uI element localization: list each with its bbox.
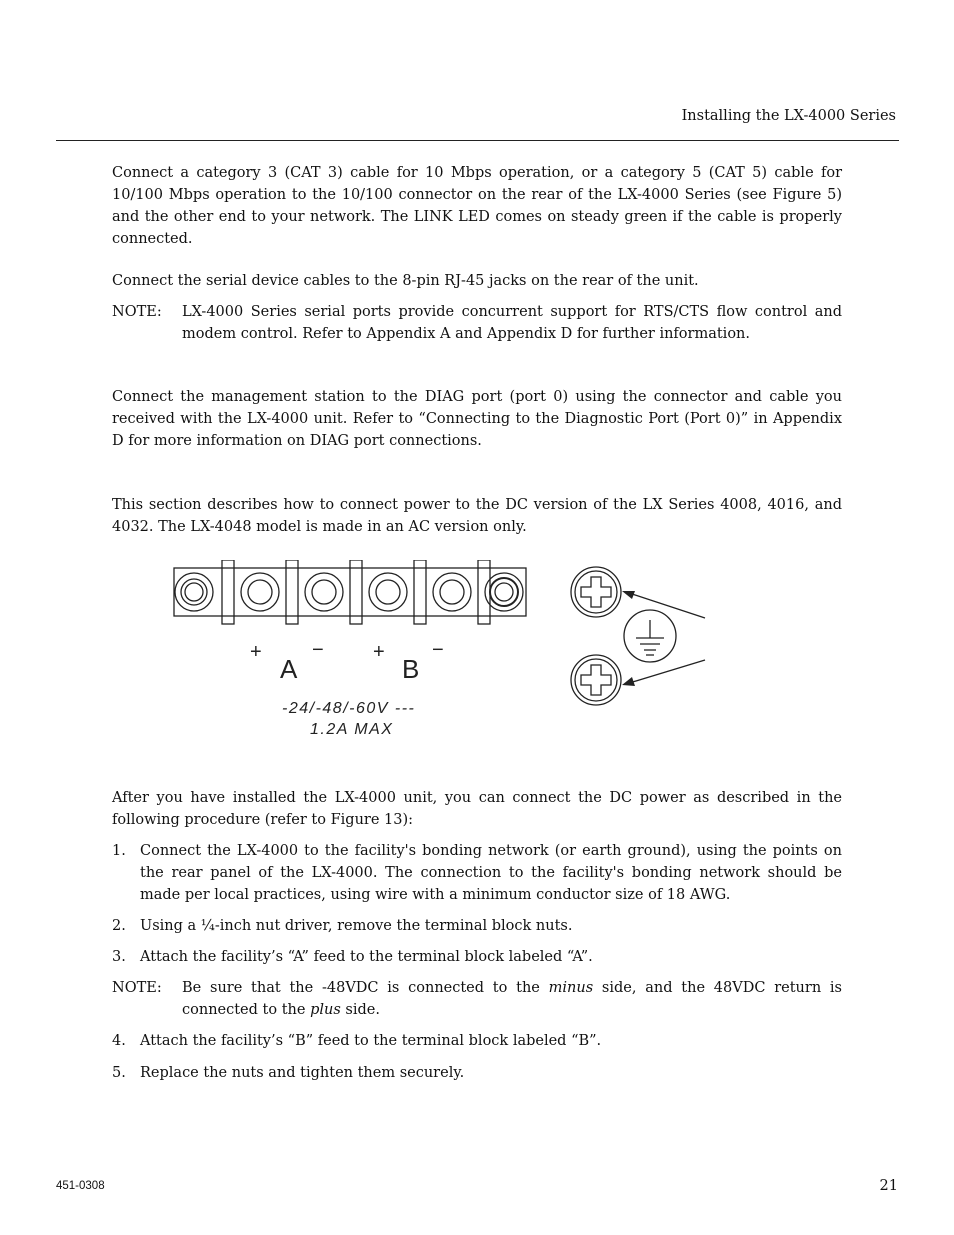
terminal-block-drawing xyxy=(170,560,730,750)
separator xyxy=(478,560,490,624)
separator xyxy=(286,560,298,624)
note-text xyxy=(182,977,842,1021)
document-number: 451-0308 xyxy=(56,1180,105,1192)
step-text: Replace the nuts and tighten them securely. xyxy=(140,1065,465,1081)
header-rule xyxy=(56,140,899,141)
step-text: Attach the facility’s “A” feed to the terminal block labeled “A”. xyxy=(140,949,593,965)
dc-intro-paragraph: This section describes how to connect power to the DC version of the LX Series 4008, 4016, and 4032. The LX-4048 model is made in an AC version only. xyxy=(112,497,842,535)
a-minus-label: − xyxy=(312,639,324,661)
step-text: Attach the facility’s “B” feed to the terminal block labeled “B”. xyxy=(140,1033,602,1049)
note-serial xyxy=(112,301,842,345)
note-text: LX-4000 Series serial ports provide concurrent support for RTS/CTS flow control and modem control. Refer to Appendix A and Appendix D for further information. xyxy=(182,304,842,342)
step-number: 4. xyxy=(112,1033,126,1049)
page-number: 21 xyxy=(879,1178,898,1194)
note-text-part: side, and the 48VDC return is connected to the xyxy=(182,980,842,1018)
management-paragraph: Connect the management station to the DIAG port (port 0) using the connector and cable you received with the LX-4000 unit. Refer to “Connecting to the Diagnostic Port (Port 0)” in Appendix D for more information on DIAG port connections. xyxy=(112,389,842,449)
step-2 xyxy=(112,915,842,937)
terminal-b-plus xyxy=(369,573,407,611)
current-rating: 1.2A MAX xyxy=(310,721,394,738)
separator xyxy=(222,560,234,624)
plus-emphasis: plus xyxy=(310,1002,341,1018)
note-label: NOTE: xyxy=(112,980,162,996)
b-plus-label: + xyxy=(373,641,385,663)
step-text: Using a ¼-inch nut driver, remove the terminal block nuts. xyxy=(140,918,573,934)
minus-emphasis: minus xyxy=(548,980,594,996)
terminal-b-minus xyxy=(433,573,471,611)
note-text-part: Be sure that the -48VDC is connected to the xyxy=(182,980,549,996)
step-number: 5. xyxy=(112,1065,126,1081)
step-number: 1. xyxy=(112,843,126,859)
separator xyxy=(414,560,426,624)
step-5 xyxy=(112,1062,842,1084)
step-number: 2. xyxy=(112,918,126,934)
step-4 xyxy=(112,1030,842,1052)
b-label: B xyxy=(402,654,420,684)
ground-arrow-bottom xyxy=(626,660,705,684)
a-plus-label: + xyxy=(250,641,262,663)
b-minus-label: − xyxy=(432,639,444,661)
note-text-part: side. xyxy=(340,1002,380,1018)
dc-terminal-figure xyxy=(170,560,730,754)
step-text: Connect the LX-4000 to the facility's bonding network (or earth ground), using the points on the rear panel of the LX-4000. The connection to the facility's bonding network should be made per local practices, using wire with a minimum conductor size of 18 AWG. xyxy=(140,843,842,903)
terminal-a-minus xyxy=(305,573,343,611)
ground-arrow-top xyxy=(626,592,705,618)
step-3 xyxy=(112,946,842,968)
ground-screw-top xyxy=(571,567,621,617)
running-header: Installing the LX-4000 Series xyxy=(681,108,896,124)
a-label: A xyxy=(280,654,298,684)
ground-screw-bottom xyxy=(571,655,621,705)
serial-paragraph: Connect the serial device cables to the 8-pin RJ-45 jacks on the rear of the unit. xyxy=(112,273,699,289)
voltage-rating: -24/-48/-60V --- xyxy=(282,700,416,717)
procedure-intro: After you have installed the LX-4000 unit, you can connect the DC power as described in the following procedure (refer to Figure 13): xyxy=(112,790,842,828)
step-number: 3. xyxy=(112,949,126,965)
step-1 xyxy=(112,840,842,906)
ethernet-paragraph: Connect a category 3 (CAT 3) cable for 10 Mbps operation, or a category 5 (CAT 5) cable for 10/100 Mbps operation to the 10/100 connector on the rear of the LX-4000 Series (see Figure 5) and the other end to your network. The LINK LED comes on steady green if the cable is properly connected. xyxy=(112,165,842,247)
note-polarity xyxy=(112,977,842,1021)
terminal-a-plus xyxy=(241,573,279,611)
note-label: NOTE: xyxy=(112,304,162,320)
separator xyxy=(350,560,362,624)
